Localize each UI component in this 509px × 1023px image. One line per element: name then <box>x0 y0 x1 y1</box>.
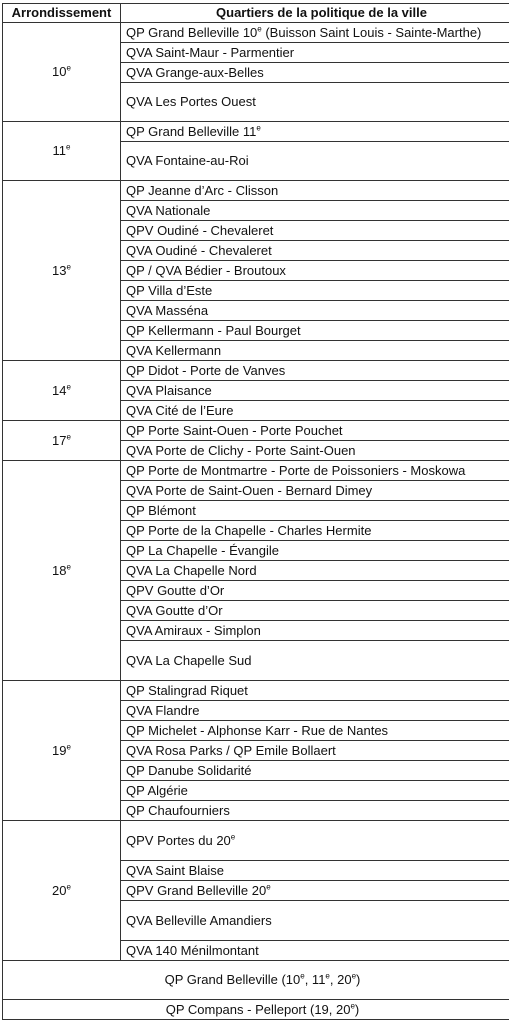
arrondissement-number: 10 <box>52 64 67 79</box>
quartier-name: QVA La Chapelle Nord <box>126 562 257 578</box>
arrondissement-suffix: e <box>66 382 71 392</box>
quartier-name: QP Porte de Montmartre - Porte de Poissoniers - Moskowa <box>126 462 466 478</box>
arrondissement-cell <box>3 821 121 961</box>
quartier-cell <box>121 261 509 281</box>
quartier-name: QVA La Chapelle Sud <box>126 652 252 668</box>
quartier-cell <box>121 221 509 241</box>
ordinal-suffix: e <box>351 971 357 981</box>
arrondissement-cell <box>3 181 121 361</box>
quartier-cell <box>121 23 509 43</box>
ordinal-suffix: e <box>300 971 305 981</box>
shared-quartier-text: , 20 <box>329 972 352 987</box>
quartier-cell <box>121 721 509 741</box>
quartier-name: QVA Fontaine-au-Roi <box>126 153 249 168</box>
quartier-name: QPV Portes du 20 <box>126 832 231 848</box>
header-quartiers: Quartiers de la politique de la ville <box>121 4 509 23</box>
quartier-cell <box>121 321 509 341</box>
quartier-name: QVA Nationale <box>126 202 211 218</box>
quartier-cell <box>121 381 509 401</box>
quartier-cell <box>121 401 509 421</box>
quartier-cell <box>121 441 509 461</box>
quartier-name: QVA Oudiné - Chevaleret <box>126 242 272 258</box>
quartier-cell <box>121 901 509 941</box>
quartier-cell <box>121 421 509 441</box>
quartier-cell <box>121 521 509 541</box>
quartier-name: QP Blémont <box>126 502 196 518</box>
quartier-name: QVA Flandre <box>126 702 200 718</box>
quartier-cell <box>121 581 509 601</box>
quartier-cell <box>121 741 509 761</box>
quartier-name: QVA Plaisance <box>126 382 212 398</box>
quartier-cell <box>121 43 509 63</box>
shared-quartier-text: QP Compans - Pelleport (19, 20 <box>165 1001 351 1017</box>
quartier-name-continued: (Buisson Saint Louis - Sainte-Marthe) <box>261 24 482 40</box>
quartier-name: QP Chaufourniers <box>126 802 230 818</box>
arrondissement-number: 20 <box>52 882 67 898</box>
quartier-name: QVA Masséna <box>126 302 209 318</box>
shared-quartier-text: , 11 <box>304 972 326 987</box>
quartier-suffix: e <box>257 24 262 34</box>
quartier-name: QVA Saint-Maur - Parmentier <box>126 44 295 60</box>
quartier-cell <box>121 781 509 801</box>
arrondissement-suffix: e <box>66 562 71 572</box>
quartier-cell <box>121 881 509 901</box>
shared-quartier-text: ) <box>356 972 361 987</box>
shared-quartier-cell <box>3 1000 509 1020</box>
quartier-name: QP Porte de la Chapelle - Charles Hermite <box>126 522 372 538</box>
quartier-name: QVA Cité de l’Eure <box>126 402 234 418</box>
arrondissement-cell <box>3 421 121 461</box>
quartier-cell <box>121 281 509 301</box>
quartier-cell <box>121 201 509 221</box>
quartier-cell <box>121 361 509 381</box>
quartier-cell <box>121 801 509 821</box>
quartier-cell <box>121 481 509 501</box>
quartier-name: QVA Belleville Amandiers <box>126 912 272 928</box>
quartier-name: QP Porte Saint-Ouen - Porte Pouchet <box>126 422 343 438</box>
quartier-cell <box>121 301 509 321</box>
header-arrondissement: Arrondissement <box>3 4 121 23</box>
arrondissement-number: 17 <box>52 432 67 448</box>
arrondissement-number: 14 <box>52 382 67 398</box>
quartiers-table <box>2 3 509 1020</box>
quartier-name: QP Jeanne d’Arc - Clisson <box>126 182 279 198</box>
shared-quartier-row <box>3 961 509 1000</box>
quartier-cell <box>121 83 509 122</box>
table-row <box>3 23 509 43</box>
shared-quartier-text: ) <box>354 1001 360 1017</box>
ordinal-suffix: e <box>325 971 330 981</box>
quartier-cell <box>121 341 509 361</box>
quartier-cell <box>121 681 509 701</box>
quartier-cell <box>121 641 509 681</box>
quartier-cell <box>121 122 509 142</box>
quartier-name: QVA Grange-aux-Belles <box>126 64 264 80</box>
table-row <box>3 421 509 441</box>
quartier-suffix: e <box>230 832 236 842</box>
quartier-name: QVA Rosa Parks / QP Emile Bollaert <box>126 742 336 758</box>
quartier-name: QP Danube Solidarité <box>126 762 252 778</box>
quartier-cell <box>121 181 509 201</box>
table-container <box>2 3 509 1020</box>
arrondissement-suffix: e <box>66 262 71 272</box>
quartier-cell <box>121 601 509 621</box>
quartier-cell <box>121 501 509 521</box>
shared-quartier-row <box>3 1000 509 1020</box>
arrondissement-suffix: e <box>66 432 71 442</box>
quartier-cell <box>121 541 509 561</box>
quartier-cell <box>121 241 509 261</box>
quartier-name: QP Villa d’Este <box>126 282 213 298</box>
quartier-name: QVA Porte de Saint-Ouen - Bernard Dimey <box>126 482 373 498</box>
quartier-cell <box>121 861 509 881</box>
arrondissement-cell <box>3 122 121 181</box>
quartier-name: QPV Grand Belleville 20 <box>126 882 267 898</box>
quartier-cell <box>121 821 509 861</box>
arrondissement-suffix: e <box>66 63 71 73</box>
arrondissement-cell <box>3 461 121 681</box>
arrondissement-cell <box>3 681 121 821</box>
quartier-cell <box>121 941 509 961</box>
quartier-name: QP Didot - Porte de Vanves <box>126 362 286 378</box>
table-row <box>3 681 509 701</box>
table-row <box>3 461 509 481</box>
quartier-name: QP Michelet - Alphonse Karr - Rue de Nantes <box>126 722 389 738</box>
quartier-name: QP Kellermann - Paul Bourget <box>126 322 301 338</box>
quartier-cell <box>121 761 509 781</box>
quartier-name: QP La Chapelle - Évangile <box>126 542 279 558</box>
quartier-name: QVA Les Portes Ouest <box>126 94 256 109</box>
quartier-name: QP Algérie <box>126 782 188 798</box>
quartier-cell <box>121 142 509 181</box>
quartier-cell <box>121 621 509 641</box>
arrondissement-number: 11 <box>52 143 67 158</box>
ordinal-suffix: e <box>350 1001 355 1011</box>
quartier-name: QP Grand Belleville 11 <box>126 123 257 139</box>
arrondissement-number: 13 <box>52 262 67 278</box>
quartier-name: QVA Goutte d’Or <box>126 602 223 618</box>
quartier-name: QVA Porte de Clichy - Porte Saint-Ouen <box>126 442 356 458</box>
quartier-suffix: e <box>266 882 271 892</box>
quartier-suffix: e <box>256 123 261 133</box>
quartier-name: QPV Goutte d’Or <box>126 582 225 598</box>
quartier-name: QPV Oudiné - Chevaleret <box>126 222 274 238</box>
quartier-name: QP Stalingrad Riquet <box>126 682 248 698</box>
header-row <box>3 4 509 23</box>
table-row <box>3 181 509 201</box>
arrondissement-suffix: e <box>66 742 71 752</box>
arrondissement-suffix: e <box>66 882 71 892</box>
quartier-name: QVA Kellermann <box>126 342 222 358</box>
quartier-cell <box>121 561 509 581</box>
quartier-name: QVA 140 Ménilmontant <box>126 942 259 958</box>
quartier-name: QP Grand Belleville 10 <box>126 24 258 40</box>
arrondissement-number: 19 <box>52 742 67 758</box>
quartier-name: QP / QVA Bédier - Broutoux <box>126 262 286 278</box>
table-row <box>3 122 509 142</box>
arrondissement-suffix: e <box>66 142 71 152</box>
arrondissement-number: 18 <box>52 562 67 578</box>
quartier-name: QVA Amiraux - Simplon <box>126 622 261 638</box>
table-row <box>3 821 509 861</box>
shared-quartier-cell <box>3 961 509 1000</box>
quartier-cell <box>121 701 509 721</box>
quartier-name: QVA Saint Blaise <box>126 862 225 878</box>
table-row <box>3 361 509 381</box>
arrondissement-cell <box>3 361 121 421</box>
arrondissement-cell <box>3 23 121 122</box>
quartier-cell <box>121 63 509 83</box>
quartier-cell <box>121 461 509 481</box>
shared-quartier-text: QP Grand Belleville (10 <box>164 972 301 987</box>
table-body <box>3 23 509 1020</box>
